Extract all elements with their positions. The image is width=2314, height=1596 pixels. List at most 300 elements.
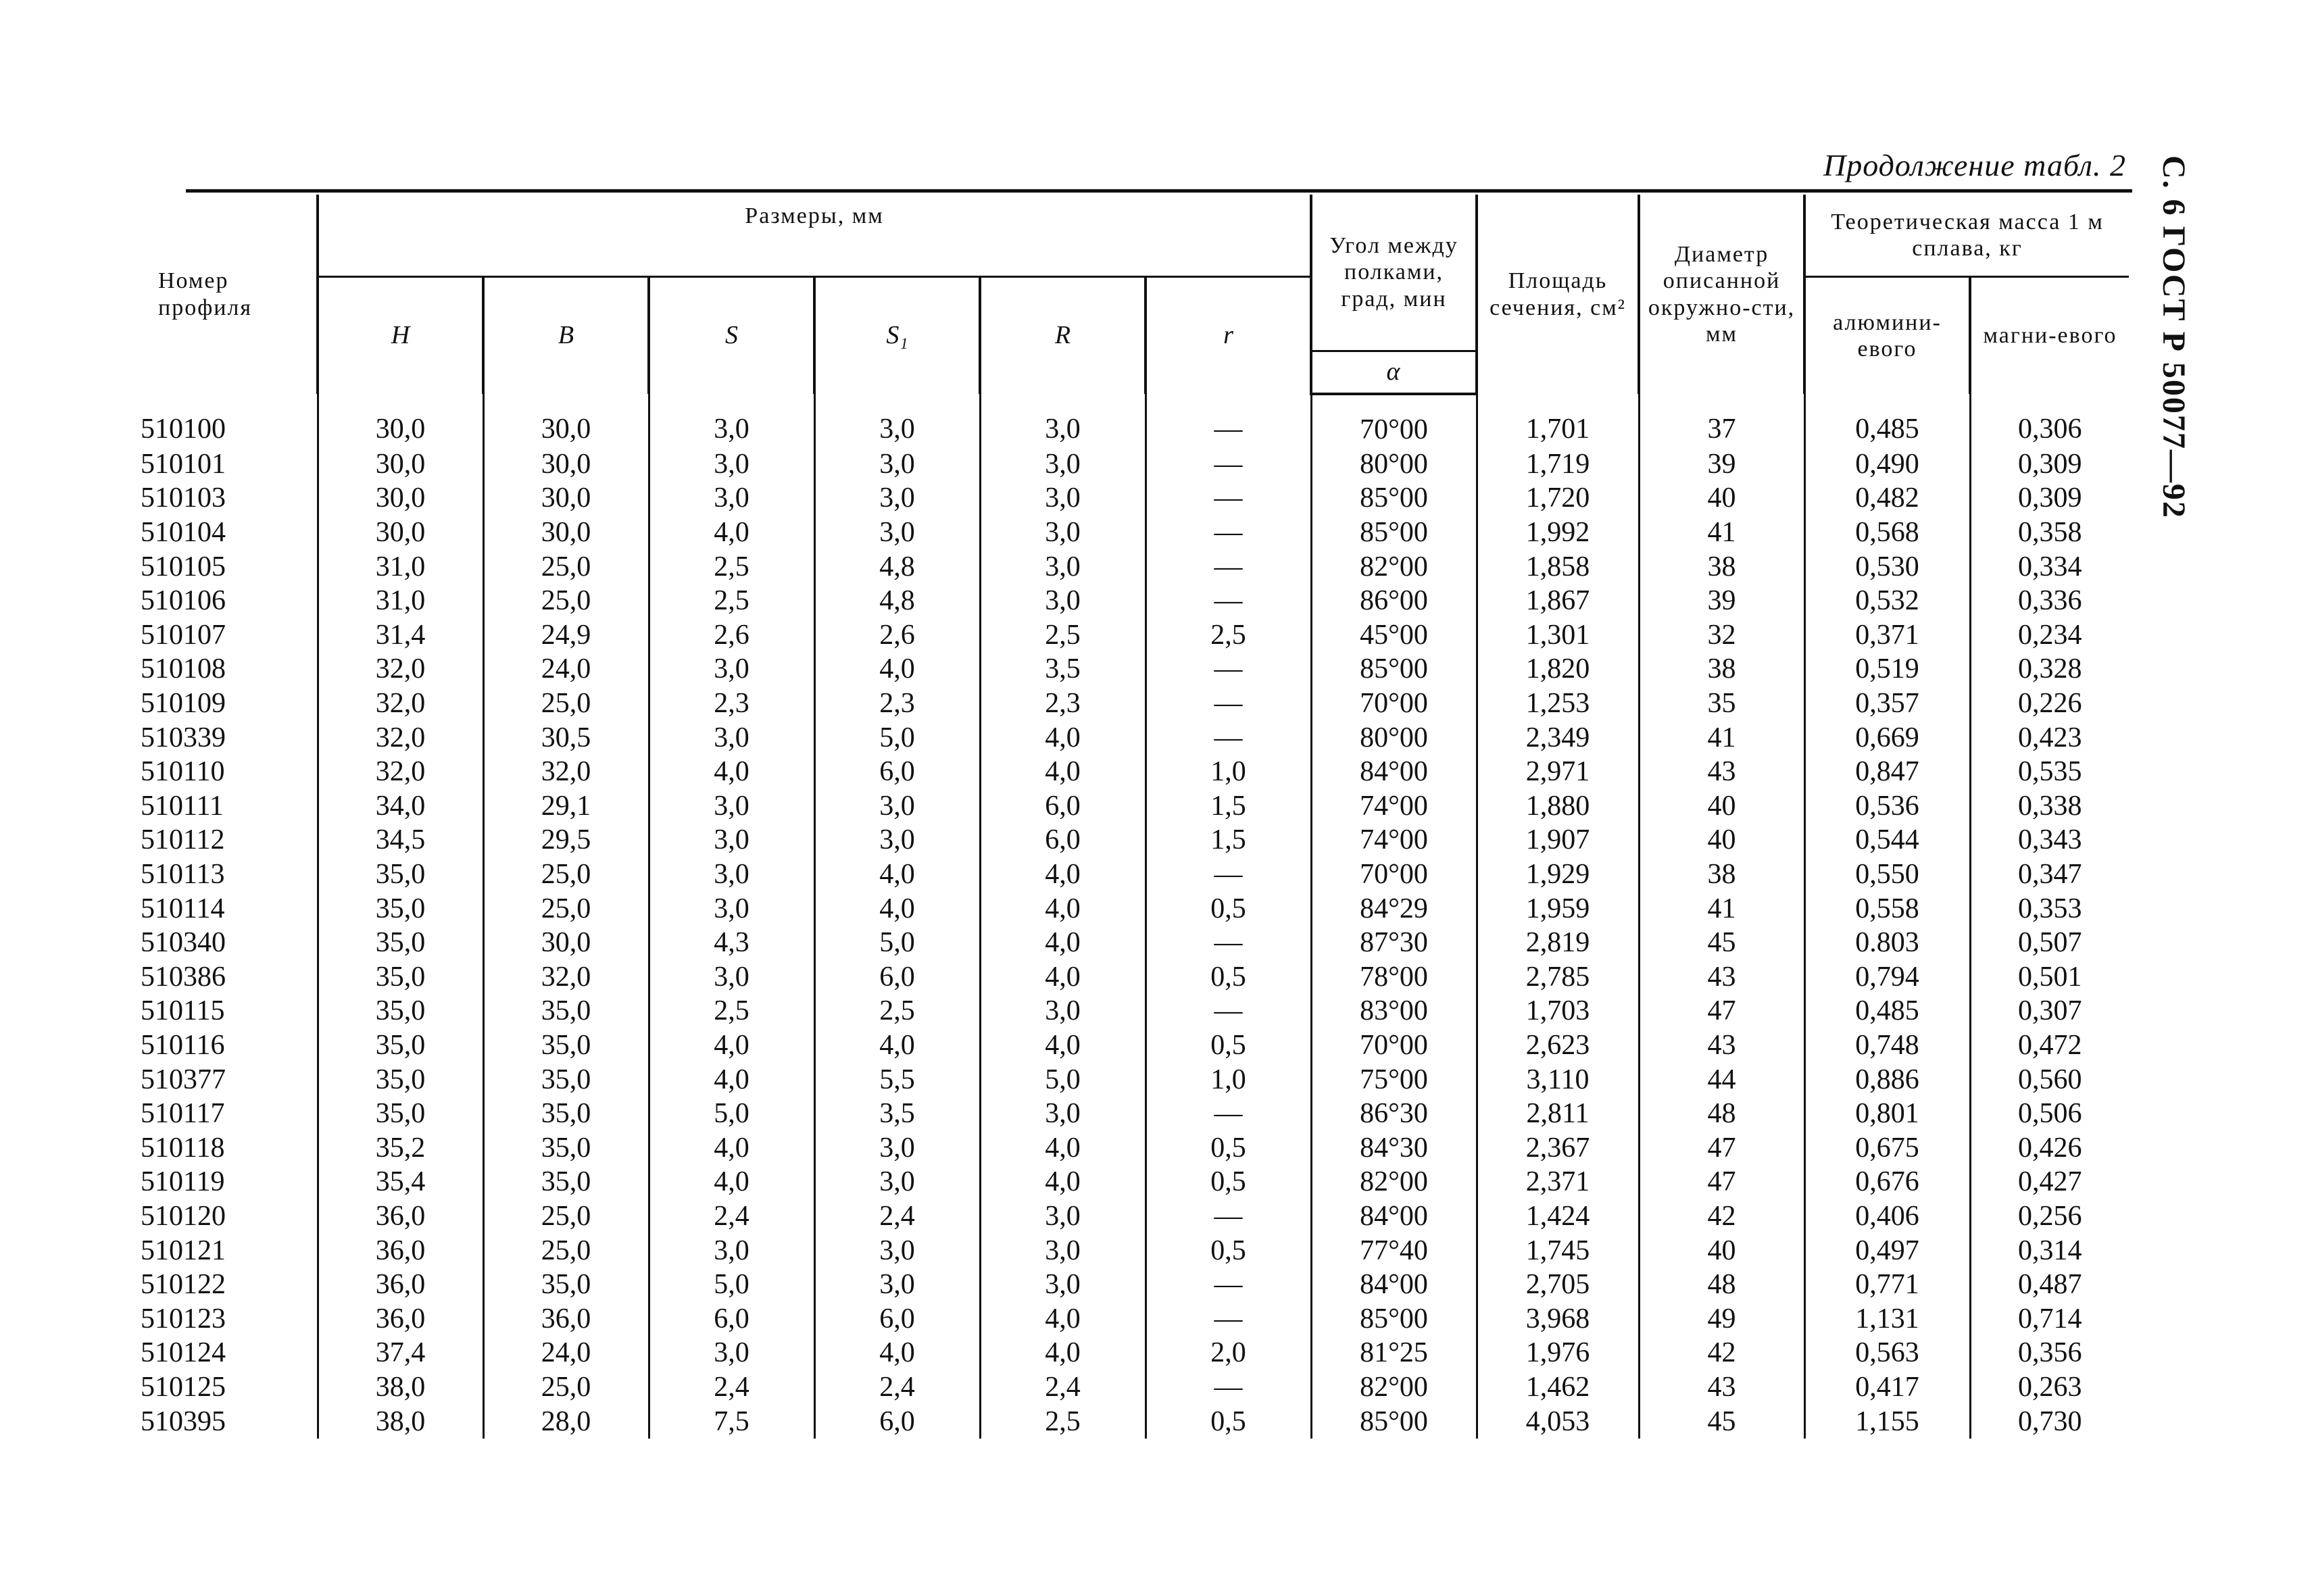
cell-r: 1,5	[1146, 789, 1311, 824]
cell-r: —	[1146, 1199, 1311, 1234]
cell-S1: 4,8	[814, 584, 980, 618]
cell-S: 4,0	[649, 1130, 814, 1165]
table-row	[135, 891, 2129, 926]
cell-angle: 82°00	[1311, 549, 1477, 584]
cell-profile-number: 510124	[141, 1337, 226, 1369]
cell-R: 3,0	[980, 1268, 1146, 1302]
cell-S: 6,0	[649, 1301, 814, 1336]
cell-H: 34,0	[318, 789, 483, 824]
page-side-label	[2156, 155, 2192, 534]
cell-S: 3,0	[649, 823, 814, 857]
cell-angle: 87°30	[1311, 926, 1477, 960]
cell-H: 36,0	[318, 1233, 483, 1268]
cell-r: —	[1146, 516, 1311, 550]
cell-H: 35,0	[318, 1062, 483, 1097]
cell-r: —	[1146, 549, 1311, 584]
cell-diameter: 40	[1639, 789, 1804, 824]
cell-S1: 3,0	[814, 789, 980, 824]
cell-S1: 3,5	[814, 1097, 980, 1131]
cell-B: 35,0	[483, 1268, 649, 1302]
cell-magnesium-mass: 0,472	[1970, 1028, 2129, 1063]
cell-diameter: 41	[1639, 720, 1804, 755]
cell-B: 32,0	[483, 960, 649, 995]
cell-angle: 45°00	[1311, 618, 1477, 653]
cell-angle: 86°00	[1311, 584, 1477, 618]
table-row	[135, 994, 2129, 1028]
cell-magnesium-mass: 0,328	[1970, 652, 2129, 687]
cell-B: 30,5	[483, 720, 649, 755]
cell-area: 2,819	[1477, 926, 1639, 960]
cell-R: 2,3	[980, 687, 1146, 721]
cell-B: 35,0	[483, 1062, 649, 1097]
cell-magnesium-mass: 0,423	[1970, 720, 2129, 755]
cell-magnesium-mass: 0,334	[1970, 549, 2129, 584]
cell-S1: 3,0	[814, 1233, 980, 1268]
cell-profile-number: 510116	[141, 1029, 225, 1061]
cell-aluminum-mass: 0,794	[1804, 960, 1970, 995]
cell-magnesium-mass: 0,347	[1970, 857, 2129, 892]
cell-magnesium-mass: 0,343	[1970, 823, 2129, 857]
cell-profile-number: 510117	[141, 1098, 225, 1130]
cell-r: 1,0	[1146, 755, 1311, 789]
cell-R: 3,0	[980, 516, 1146, 550]
cell-area: 1,703	[1477, 994, 1639, 1028]
cell-R: 4,0	[980, 1336, 1146, 1370]
cell-aluminum-mass: 0,558	[1804, 891, 1970, 926]
cell-profile-number: 510114	[141, 893, 225, 924]
cell-R: 6,0	[980, 823, 1146, 857]
cell-r: 2,5	[1146, 618, 1311, 653]
cell-diameter: 42	[1639, 1336, 1804, 1370]
cell-diameter: 45	[1639, 1404, 1804, 1439]
cell-S1: 6,0	[814, 755, 980, 789]
cell-S1: 6,0	[814, 1301, 980, 1336]
cell-r: —	[1146, 1268, 1311, 1302]
cell-diameter: 35	[1639, 687, 1804, 721]
cell-B: 35,0	[483, 1028, 649, 1063]
cell-diameter: 47	[1639, 994, 1804, 1028]
cell-aluminum-mass: 0,406	[1804, 1199, 1970, 1234]
cell-r: 2,0	[1146, 1336, 1311, 1370]
cell-aluminum-mass: 0,886	[1804, 1062, 1970, 1097]
table-row	[135, 720, 2129, 755]
table-row	[135, 687, 2129, 721]
cell-H: 32,0	[318, 687, 483, 721]
cell-r: —	[1146, 584, 1311, 618]
cell-R: 4,0	[980, 720, 1146, 755]
cell-B: 30,0	[483, 926, 649, 960]
header-mass: Теоретическая масса 1 м сплава, кг	[1804, 195, 2129, 277]
cell-diameter: 44	[1639, 1062, 1804, 1097]
cell-S: 3,0	[649, 1233, 814, 1268]
cell-aluminum-mass: 0,485	[1804, 394, 1970, 447]
cell-r: —	[1146, 687, 1311, 721]
cell-angle: 85°00	[1311, 1301, 1477, 1336]
cell-diameter: 40	[1639, 823, 1804, 857]
cell-aluminum-mass: 0,801	[1804, 1097, 1970, 1131]
table-row	[135, 960, 2129, 995]
cell-r: 0,5	[1146, 960, 1311, 995]
cell-angle: 85°00	[1311, 1404, 1477, 1439]
cell-angle: 78°00	[1311, 960, 1477, 995]
cell-angle: 85°00	[1311, 516, 1477, 550]
cell-S1: 5,0	[814, 720, 980, 755]
cell-aluminum-mass: 0,497	[1804, 1233, 1970, 1268]
cell-aluminum-mass: 0,748	[1804, 1028, 1970, 1063]
cell-area: 1,424	[1477, 1199, 1639, 1234]
table-row	[135, 755, 2129, 789]
cell-S: 4,0	[649, 1028, 814, 1063]
table-row	[135, 857, 2129, 892]
cell-H: 35,2	[318, 1130, 483, 1165]
cell-area: 1,745	[1477, 1233, 1639, 1268]
cell-angle: 70°00	[1311, 857, 1477, 892]
header-aluminum: алюмини-евого	[1804, 277, 1970, 395]
cell-B: 32,0	[483, 755, 649, 789]
cell-aluminum-mass: 0,482	[1804, 481, 1970, 516]
cell-angle: 74°00	[1311, 823, 1477, 857]
cell-aluminum-mass: 0,530	[1804, 549, 1970, 584]
cell-S1: 3,0	[814, 447, 980, 482]
cell-diameter: 43	[1639, 960, 1804, 995]
cell-S1: 4,8	[814, 549, 980, 584]
cell-H: 32,0	[318, 720, 483, 755]
header-r: r	[1146, 277, 1311, 395]
cell-magnesium-mass: 0,263	[1970, 1370, 2129, 1405]
header-diameter: Диаметр описанной окружно-сти, мм	[1639, 195, 1804, 394]
table-row	[135, 823, 2129, 857]
cell-H: 30,0	[318, 394, 483, 447]
cell-profile-number: 510395	[141, 1405, 226, 1437]
cell-aluminum-mass: 0.803	[1804, 926, 1970, 960]
cell-R: 4,0	[980, 891, 1146, 926]
cell-aluminum-mass: 1,155	[1804, 1404, 1970, 1439]
cell-diameter: 42	[1639, 1199, 1804, 1234]
cell-magnesium-mass: 0,338	[1970, 789, 2129, 824]
cell-R: 3,0	[980, 549, 1146, 584]
cell-magnesium-mass: 0,234	[1970, 618, 2129, 653]
table-row	[135, 1370, 2129, 1405]
cell-S1: 4,0	[814, 857, 980, 892]
cell-profile-number: 510110	[141, 756, 225, 788]
cell-angle: 85°00	[1311, 652, 1477, 687]
cell-H: 35,0	[318, 960, 483, 995]
table-row	[135, 1233, 2129, 1268]
cell-S1: 2,4	[814, 1370, 980, 1405]
cell-diameter: 38	[1639, 549, 1804, 584]
cell-area: 1,976	[1477, 1336, 1639, 1370]
table-row	[135, 1301, 2129, 1336]
cell-H: 38,0	[318, 1370, 483, 1405]
cell-S: 5,0	[649, 1097, 814, 1131]
cell-profile-number: 510106	[141, 585, 226, 617]
header-magnesium: магни-евого	[1970, 277, 2129, 395]
table-row	[135, 1097, 2129, 1131]
cell-S: 2,4	[649, 1199, 814, 1234]
header-angle: Угол между полками, град, мин	[1311, 195, 1477, 351]
cell-diameter: 41	[1639, 891, 1804, 926]
cell-R: 2,4	[980, 1370, 1146, 1405]
cell-H: 35,0	[318, 926, 483, 960]
cell-area: 2,811	[1477, 1097, 1639, 1131]
cell-profile-number: 510104	[141, 517, 226, 549]
table-row	[135, 652, 2129, 687]
cell-r: —	[1146, 1370, 1311, 1405]
cell-S: 2,4	[649, 1370, 814, 1405]
cell-aluminum-mass: 0,532	[1804, 584, 1970, 618]
table-row	[135, 1199, 2129, 1234]
cell-r: 1,5	[1146, 823, 1311, 857]
cell-diameter: 39	[1639, 447, 1804, 482]
cell-R: 2,5	[980, 1404, 1146, 1439]
continuation-title: Продолжение табл. 2	[1823, 148, 2126, 182]
cell-magnesium-mass: 0,506	[1970, 1097, 2129, 1131]
cell-B: 30,0	[483, 394, 649, 447]
cell-magnesium-mass: 0,560	[1970, 1062, 2129, 1097]
cell-B: 30,0	[483, 516, 649, 550]
cell-R: 3,0	[980, 584, 1146, 618]
cell-aluminum-mass: 1,131	[1804, 1301, 1970, 1336]
cell-area: 2,785	[1477, 960, 1639, 995]
cell-r: 0,5	[1146, 1233, 1311, 1268]
cell-R: 4,0	[980, 1301, 1146, 1336]
cell-profile-number: 510386	[141, 961, 226, 993]
cell-diameter: 38	[1639, 652, 1804, 687]
cell-r: 0,5	[1146, 1028, 1311, 1063]
table-row	[135, 516, 2129, 550]
cell-aluminum-mass: 0,357	[1804, 687, 1970, 721]
cell-S1: 3,0	[814, 1268, 980, 1302]
cell-diameter: 39	[1639, 584, 1804, 618]
cell-aluminum-mass: 0,669	[1804, 720, 1970, 755]
cell-H: 32,0	[318, 755, 483, 789]
cell-angle: 77°40	[1311, 1233, 1477, 1268]
cell-R: 2,5	[980, 618, 1146, 653]
cell-diameter: 43	[1639, 1028, 1804, 1063]
cell-profile-number: 510103	[141, 482, 226, 514]
cell-H: 36,0	[318, 1268, 483, 1302]
table-header	[135, 195, 2129, 394]
cell-aluminum-mass: 0,544	[1804, 823, 1970, 857]
cell-B: 28,0	[483, 1404, 649, 1439]
cell-S1: 3,0	[814, 1130, 980, 1165]
cell-area: 1,880	[1477, 789, 1639, 824]
header-profile-no: Номер профиля	[158, 268, 253, 320]
cell-R: 5,0	[980, 1062, 1146, 1097]
cell-S: 4,0	[649, 516, 814, 550]
cell-profile-number: 510340	[141, 927, 226, 959]
cell-magnesium-mass: 0,501	[1970, 960, 2129, 995]
cell-S1: 6,0	[814, 1404, 980, 1439]
cell-B: 25,0	[483, 1233, 649, 1268]
table-row	[135, 1268, 2129, 1302]
cell-S1: 2,3	[814, 687, 980, 721]
cell-profile-number: 510123	[141, 1303, 226, 1335]
cell-profile-number: 510101	[141, 448, 226, 480]
cell-profile-number: 510339	[141, 722, 226, 753]
cell-area: 1,820	[1477, 652, 1639, 687]
cell-area: 1,858	[1477, 549, 1639, 584]
cell-angle: 75°00	[1311, 1062, 1477, 1097]
cell-magnesium-mass: 0,307	[1970, 994, 2129, 1028]
cell-area: 4,053	[1477, 1404, 1639, 1439]
cell-r: —	[1146, 1097, 1311, 1131]
cell-B: 25,0	[483, 1370, 649, 1405]
cell-S: 4,0	[649, 1062, 814, 1097]
cell-aluminum-mass: 0,485	[1804, 994, 1970, 1028]
cell-angle: 74°00	[1311, 789, 1477, 824]
cell-diameter: 43	[1639, 755, 1804, 789]
cell-area: 1,992	[1477, 516, 1639, 550]
cell-profile-number: 510121	[141, 1235, 226, 1266]
cell-S1: 5,5	[814, 1062, 980, 1097]
cell-R: 4,0	[980, 1130, 1146, 1165]
cell-r: —	[1146, 720, 1311, 755]
cell-diameter: 49	[1639, 1301, 1804, 1336]
cell-area: 3,110	[1477, 1062, 1639, 1097]
cell-H: 31,0	[318, 584, 483, 618]
cell-diameter: 45	[1639, 926, 1804, 960]
cell-B: 25,0	[483, 549, 649, 584]
cell-angle: 84°30	[1311, 1130, 1477, 1165]
cell-B: 35,0	[483, 1165, 649, 1199]
cell-angle: 86°30	[1311, 1097, 1477, 1131]
cell-H: 35,0	[318, 891, 483, 926]
table-row	[135, 584, 2129, 618]
cell-magnesium-mass: 0,535	[1970, 755, 2129, 789]
cell-area: 1,720	[1477, 481, 1639, 516]
cell-H: 35,0	[318, 1097, 483, 1131]
cell-H: 38,0	[318, 1404, 483, 1439]
cell-profile-number: 510109	[141, 688, 226, 720]
cell-R: 4,0	[980, 1165, 1146, 1199]
cell-S1: 5,0	[814, 926, 980, 960]
cell-S: 3,0	[649, 481, 814, 516]
cell-H: 37,4	[318, 1336, 483, 1370]
cell-r: 1,0	[1146, 1062, 1311, 1097]
cell-S: 7,5	[649, 1404, 814, 1439]
cell-B: 29,1	[483, 789, 649, 824]
cell-magnesium-mass: 0,487	[1970, 1268, 2129, 1302]
cell-aluminum-mass: 0,675	[1804, 1130, 1970, 1165]
cell-S: 4,3	[649, 926, 814, 960]
cell-R: 3,0	[980, 1097, 1146, 1131]
cell-profile-number: 510113	[141, 859, 225, 891]
cell-S: 3,0	[649, 960, 814, 995]
cell-profile-number: 510120	[141, 1200, 226, 1232]
cell-R: 4,0	[980, 857, 1146, 892]
cell-S1: 2,4	[814, 1199, 980, 1234]
cell-S: 2,6	[649, 618, 814, 653]
cell-diameter: 41	[1639, 516, 1804, 550]
cell-profile-number: 510107	[141, 619, 226, 651]
cell-S1: 4,0	[814, 1028, 980, 1063]
cell-area: 2,349	[1477, 720, 1639, 755]
cell-area: 2,971	[1477, 755, 1639, 789]
cell-angle: 70°00	[1311, 1028, 1477, 1063]
cell-S1: 2,5	[814, 994, 980, 1028]
cell-area: 2,623	[1477, 1028, 1639, 1063]
cell-magnesium-mass: 0,714	[1970, 1301, 2129, 1336]
table-body	[135, 394, 2129, 1439]
cell-R: 3,0	[980, 447, 1146, 482]
cell-B: 30,0	[483, 447, 649, 482]
cell-H: 32,0	[318, 652, 483, 687]
cell-angle: 83°00	[1311, 994, 1477, 1028]
cell-R: 3,0	[980, 481, 1146, 516]
table-row	[135, 926, 2129, 960]
cell-r: —	[1146, 857, 1311, 892]
cell-H: 35,0	[318, 857, 483, 892]
cell-diameter: 47	[1639, 1165, 1804, 1199]
cell-angle: 82°00	[1311, 1165, 1477, 1199]
table-row	[135, 1062, 2129, 1097]
cell-B: 25,0	[483, 891, 649, 926]
cell-diameter: 37	[1639, 394, 1804, 447]
cell-area: 2,705	[1477, 1268, 1639, 1302]
cell-magnesium-mass: 0,306	[1970, 394, 2129, 447]
cell-H: 31,0	[318, 549, 483, 584]
top-rule	[186, 189, 2132, 193]
cell-magnesium-mass: 0,226	[1970, 687, 2129, 721]
cell-area: 1,701	[1477, 394, 1639, 447]
cell-B: 24,9	[483, 618, 649, 653]
cell-H: 30,0	[318, 481, 483, 516]
cell-r: —	[1146, 994, 1311, 1028]
cell-R: 4,0	[980, 1028, 1146, 1063]
cell-S: 3,0	[649, 789, 814, 824]
cell-area: 1,959	[1477, 891, 1639, 926]
cell-magnesium-mass: 0,426	[1970, 1130, 2129, 1165]
cell-S: 5,0	[649, 1268, 814, 1302]
cell-aluminum-mass: 0,536	[1804, 789, 1970, 824]
cell-magnesium-mass: 0,353	[1970, 891, 2129, 926]
profile-table	[135, 195, 2129, 1439]
side-label-text: С. 6 ГОСТ Р 50077—92	[2156, 155, 2192, 519]
cell-S: 3,0	[649, 857, 814, 892]
cell-area: 1,253	[1477, 687, 1639, 721]
cell-angle: 82°00	[1311, 1370, 1477, 1405]
cell-H: 34,5	[318, 823, 483, 857]
cell-area: 1,462	[1477, 1370, 1639, 1405]
cell-r: —	[1146, 394, 1311, 447]
cell-H: 30,0	[318, 447, 483, 482]
cell-magnesium-mass: 0,256	[1970, 1199, 2129, 1234]
cell-magnesium-mass: 0,730	[1970, 1404, 2129, 1439]
table-row	[135, 394, 2129, 447]
cell-aluminum-mass: 0,371	[1804, 618, 1970, 653]
cell-S: 3,0	[649, 652, 814, 687]
cell-B: 25,0	[483, 857, 649, 892]
cell-S: 4,0	[649, 755, 814, 789]
table-row	[135, 1336, 2129, 1370]
header-H: H	[318, 277, 483, 395]
cell-angle: 84°00	[1311, 1199, 1477, 1234]
cell-r: —	[1146, 926, 1311, 960]
cell-H: 35,0	[318, 994, 483, 1028]
cell-r: 0,5	[1146, 1404, 1311, 1439]
cell-r: 0,5	[1146, 1165, 1311, 1199]
cell-diameter: 47	[1639, 1130, 1804, 1165]
cell-B: 25,0	[483, 1199, 649, 1234]
cell-H: 31,4	[318, 618, 483, 653]
table-row	[135, 618, 2129, 653]
cell-S: 2,3	[649, 687, 814, 721]
cell-magnesium-mass: 0,427	[1970, 1165, 2129, 1199]
cell-S: 4,0	[649, 1165, 814, 1199]
cell-S1: 4,0	[814, 1336, 980, 1370]
cell-profile-number: 510377	[141, 1064, 226, 1095]
